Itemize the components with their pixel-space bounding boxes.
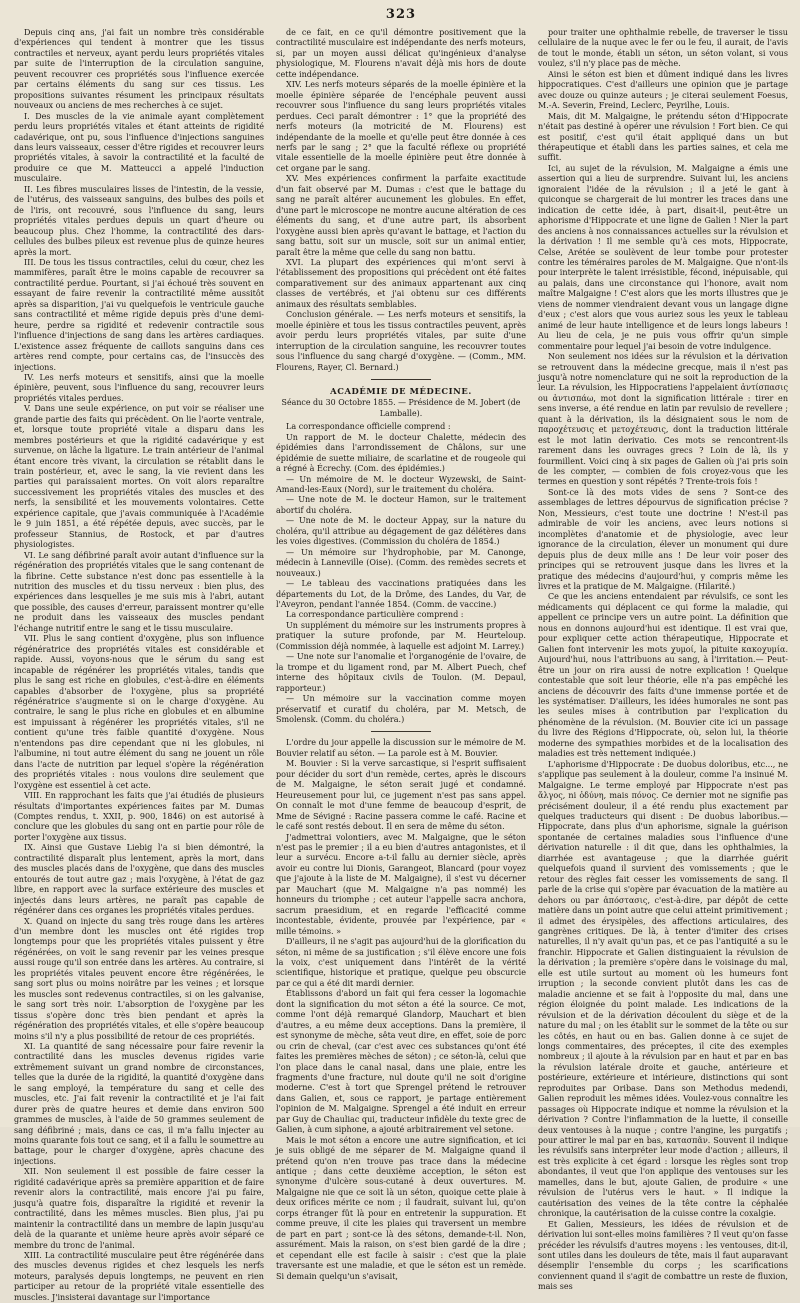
article-paragraph: I. Des muscles de la vie animale ayant complètement perdu leurs propriétés vitales et étant atteints de rigidité cadavérique, ont pu, sous l'influence d'injections sanguines dans leurs vaisseaux, cesser d'être rigides et recouvrer leurs propriétés vitales, à savoir la contractilité et la faculté de produire ce que M. Matteucci a appelé l'induction musculaire. xyxy=(14,111,264,184)
correspondence-item: La correspondance particulière comprend : xyxy=(286,610,464,620)
speech-paragraph: Ici, au sujet de la révulsion, M. Malgaigne a émis une assertion qui a lieu de surprendre. Suivant lui, les anciens ignoraient l'idée de la révulsion ; il a jeté le gant à quiconque se chargerait de lui montrer les traces dans une indication de cette idée, à part, disait-il, peut-être un aphorisme d'Hippocrate et une ligne de Galien ! Nier la part des anciens à nos connaissances actuelles sur la révulsion et la dérivation ! Il me semble qu'à ces mots, Hippocrate, Celse, Arétée se soulèvent de leur tombe pour protester contre les téméraires paroles de M. Malgaigne. Que n'ont-ils pour interprète le talent irrésistible, fécond, inépuisable, qui au palais, dans une circonstance qui l'honore, avait nom maître Malgaigne ! C'est alors que les morts illustres que je viens de nommer viendraient devant vous un langage digne d'eux ; c'est alors que vous auriez sous les yeux le tableau animé de leur haute intelligence et de leurs longs labeurs ! Au lieu de cela, je ne puis vous offrir qu'un simple commentaire pour lequel j'ai besoin de votre indulgence. xyxy=(538,163,788,351)
article-paragraph: IX. Ainsi que Gustave Liebig l'a si bien démontré, la contractilité disparaît plus lentement, après la mort, dans des muscles placés dans de l'oxygène, que dans des muscles entourés de tout autre gaz ; mais l'oxygène, à l'état de gaz libre, en rapport avec la surface extérieure des muscles et injectés dans leurs artères, ne paraît pas capable de régénérer dans ces organes les propriétés vitales perdues. xyxy=(14,843,264,916)
section-divider xyxy=(371,379,431,380)
text-columns xyxy=(14,28,788,1302)
article-paragraph: XV. Mes expériences confirment la parfaite exactitude d'un fait observé par M. Dumas : c'est que le battage du sang ne paraît altérer aucunement les globules. En effet, d'une part le microscope ne montre aucune altération de ces éléments du sang, et d'une autre part, ils absorbent l'oxygène aussi bien après qu'avant le battage, et l'action du sang battu, soit sur un muscle, soit sur un animal entier, paraît être la même que celle du sang non battu. xyxy=(276,174,526,257)
correspondence-item: Un rapport de M. le docteur Chalette, médecin des épidémies dans l'arrondissement de Châlons, sur une épidémie de suette miliaire, de scarlatine et de rougeole qui a régné à Écrechy. (Com. des épidémies.) xyxy=(276,432,526,474)
speech-paragraph: Sont-ce là des mots vides de sens ? Sont-ce des assemblages de lettres dépourvus de signification précise ? Non, Messieurs, c'est toute une doctrine ! N'est-il pas admirable de voir les anciens, avec leurs notions si incomplètes d'anatomie et de physiologie, avec leur ignorance de la circulation, élever un monument qui dure depuis plus de deux mille ans ! De leur voir poser des principes qui se retrouvent jusque dans les livres et la pratique des médecins d'aujourd'hui, y compris même les livres et la pratique de M. Malgaigne. (Hilarité.) xyxy=(538,487,788,592)
column-left xyxy=(14,28,264,1302)
correspondence-item: — Le tableau des vaccinations pratiquées dans les départements du Lot, de la Drôme, des Landes, du Var, de l'Aveyron, pendant l'année 1854. (Comm. de vaccine.) xyxy=(276,579,526,610)
speech-paragraph: Et Galien, Messieurs, les idées de révulsion et de dérivation lui sont-elles moins familières ? Il veut qu'on fasse précéder les révulsifs d'autres moyens : les ventouses, dit-il, sont utiles dans les douleurs de tête, mais il faut auparavant désemplir l'ensemble du corps ; les scarifications conviennent quand il s'agit de combattre un reste de fluxion, mais ses xyxy=(538,1219,788,1292)
speech-paragraph: Mais le mot séton a encore une autre signification, et ici je suis obligé de me séparer de M. Malgaigne quand il prétend qu'on n'en trouve pas trace dans la médecine antique ; dans cette deuxième acception, le séton est synonyme d'ulcère sous-cutané à deux ouvertures. M. Malgaigne nie que ce soit là un séton, quoique cette plaie à deux orifices mérite ce nom ; il faudrait, suivant lui, qu'on corps étranger fût là pour en entretenir la suppuration. Et comme preuve, il cite les plaies qui traversent un membre de part en part ; sont-ce là des sétons, demande-t-il. Non, assurément. Mais la raison, on s'est bien gardé de la dire ; et cependant elle est facile à saisir : c'est que la plaie traversante est une maladie, et que le séton est un remède. Si demain quelqu'un s'avisait, xyxy=(276,1135,526,1281)
academy-heading: ACADÉMIE DE MÉDECINE. xyxy=(330,385,472,396)
speech-paragraph: Non seulement nos idées sur la révulsion et la dérivation se retrouvent dans la médecine grecque, mais il n'est pas jusqu'à notre nomenclature qui ne soit la reproduction de la leur. La révulsion, les Hippocratiens l'appelaient ἀντίσπασις ou ἀντισπάω, mot dont la signification littérale : tirer en sens inverse, a été rendue en latin par revulsio de revellere ; quant à la dérivation, ils la désignaient sous le nom de παροχέτευσις et μετοχέτευσις, dont la traduction littérale est le mot latin derivatio. Ces mots se rencontrent-ils rarement dans les ouvrages grecs ? Loin de là, ils y fourmillent. Voici cinq à six pages de Galien où j'ai pris soin de les compter, — combien de fois croyez-vous que les termes en question y sont répétés ? Trente-trois fois ! xyxy=(538,352,788,487)
correspondence-item: — Une note de M. le docteur Appay, sur la nature du choléra, qu'il attribue au dégagement de gaz délétères dans les voies digestives. (Commission du choléra de 1854.) xyxy=(276,516,526,547)
article-paragraph: VII. Plus le sang contient d'oxygène, plus son influence régénératrice des propriétés vitales est considérable et rapide. Aussi, voyons-nous que le sérum du sang est incapable de régénérer les propriétés vitales, tandis que plus le sang est riche en globules, c'est-à-dire en éléments capables d'absorber de l'oxygène, plus sa propriété régénératrice s'augmente si on le charge d'oxygène. Au contraire, le sang le plus riche en globules et en albumine est impuissant à régénérer les propriétés vitales, s'il ne contient qu'une très faible quantité d'oxygène. Nous n'entendons pas dire cependant que ni les globules, ni l'albumine, ni tout autre élément du sang ne jouent un rôle dans l'acte de nutrition par lequel s'opère la régénération des propriétés vitales : nous voulons dire seulement que l'oxygène est essentiel à cet acte. xyxy=(14,634,264,790)
bouvier-speech xyxy=(276,759,526,1282)
speech-paragraph: Établissons d'abord un fait qui fera cesser la logomachie dont la signification du mot séton a été la source. Ce mot, comme l'ont déjà remarqué Glandorp, Mauchart et bien d'autres, a eu même deux acceptions. Dans la première, il est synonyme de mèche, sêta veut dire, en effet, soie de porc ou crin de cheval, (car c'est avec ces substances qu'ont été faites les premières mèches de séton) ; ce séton-là, celui que l'on place dans le canal nasal, dans une plaie, entre les fragments d'une fracture, nul doute qu'il ne soit d'origine moderne. C'est à tort que Sprengel prétend le retrouver dans Galien, et, sous ce rapport, je partage entièrement l'opinion de M. Malgaigne. Sprengel a été induit en erreur par Guy de Chauliac qui, traducteur infidèle du texte grec de Galien, à cum siphone, a ajouté arbitrairement vel setone. xyxy=(276,989,526,1135)
correspondence-item: — Une note sur l'anomalie et l'organogénie de l'ovaire, de la trompe et du ligament rond, par M. Albert Puech, chef interne des hôpitaux civils de Toulon. (M. Depaul, rapporteur.) xyxy=(276,652,526,693)
speech-paragraph: D'ailleurs, il ne s'agit pas aujourd'hui de la glorification du séton, ni même de sa justification ; s'il élève encore une fois la voix, c'est uniquement dans l'intérêt de la vérité scientifique, historique et pratique, quelque peu obscurcie par ce qui a été dit mardi dernier. xyxy=(276,937,526,988)
correspondence-item: Un supplément du mémoire sur les instruments propres à pratiquer la suture profonde, par M. Heurteloup. (Commission déjà nommée, à laquelle est adjoint M. Larrey.) xyxy=(276,620,526,651)
correspondence-item: L'ordre du jour appelle la discussion sur le mémoire de M. Bouvier relatif au séton. — La parole est à M. Bouvier. xyxy=(276,738,526,758)
article-paragraph: XVI. La plupart des expériences qui m'ont servi à l'établissement des propositions qui précèdent ont été faites comparativement sur des animaux appartenant aux cinq classes de vertébrés, et j'ai obtenu sur ces différents animaux des résultats semblables. xyxy=(276,257,526,309)
academy-session-line: Séance du 30 Octobre 1855. — Présidence de M. Jobert (de Lamballe). xyxy=(281,398,521,418)
correspondence-section xyxy=(276,422,526,759)
section-divider xyxy=(371,731,431,732)
article-paragraph: III. De tous les tissus contractiles, celui du cœur, chez les mammifères, paraît être le moins capable de recouvrer sa contractilité perdue. Pourtant, si j'ai échoué très souvent en essayant de faire revenir la contractilité même aussitôt après sa disparition, j'ai vu quelquefois le ventricule gauche sans contractilité et même rigide depuis près d'une demi-heure, perdre sa rigidité et redevenir contractile sous l'influence d'injections de sang dans les artères cardiaques. L'existence assez fréquente de caillots sanguins dans ces artères rend compte, pour certains cas, de l'insuccès des injections. xyxy=(14,257,264,372)
article-paragraph: VI. Le sang défibriné paraît avoir autant d'influence sur la régénération des propriétés vitales que le sang contenant de la fibrine. Cette substance n'est donc pas essentielle à la nutrition des muscles et du tissu nerveux : bien plus, des expériences dans lesquelles je me suis mis à l'abri, autant que possible, des causes d'erreur, paraissent montrer qu'elle ne produit dans les vaisseaux des muscles pendant l'échange nutritif entre le sang et le tissu musculaire. xyxy=(14,550,264,633)
correspondence-item: — Une note de M. le docteur Hamon, sur le traitement abortif du choléra. xyxy=(276,495,526,515)
article-paragraph: XIV. Les nerfs moteurs séparés de la moelle épinière et la moelle épinière séparée de l'encéphale peuvent aussi recouvrer sous l'influence du sang leurs propriétés vitales perdues. Ceci paraît démontrer : 1° que la propriété des nerfs moteurs (la motricité de M. Flourens) est indépendante de la moelle et qu'elle peut être donnée à ces nerfs par le sang ; 2° que la faculté réflexe ou propriété vitale essentielle de la moelle épinière peut être donnée à cet organe par le sang. xyxy=(276,80,526,173)
article-paragraph: IV. Les nerfs moteurs et sensitifs, ainsi que la moelle épinière, peuvent, sous l'influence du sang, recouvrer leurs propriétés vitales perdues. xyxy=(14,372,264,403)
article-paragraph: Conclusion générale. — Les nerfs moteurs et sensitifs, la moelle épinière et tous les tissus contractiles peuvent, après avoir perdu leurs propriétés vitales, par suite d'une interruption de la circulation sanguine, les recouvrer toutes sous l'influence du sang chargé d'oxygène. — (Comm., MM. Flourens, Rayer, Cl. Bernard.) xyxy=(276,310,526,372)
article-paragraph: VIII. En rapprochant les faits que j'ai étudiés de plusieurs résultats d'importantes expériences faites par M. Dumas (Comptes rendus, t. XXII, p. 900, 1846) on est autorisé à conclure que les globules du sang ont en partie pour rôle de porter l'oxygène aux tissus. xyxy=(14,791,264,842)
article-paragraph: XII. Non seulement il est possible de faire cesser la rigidité cadavérique après sa première apparition et de faire revenir alors la contractilité, mais encore j'ai pu faire, jusqu'à quatre fois, disparaître la rigidité et revenir la contractilité, dans les mêmes muscles. Bien plus, j'ai pu maintenir la contractilité dans un membre de lapin jusqu'au delà de la quarante et unième heure après avoir séparé ce membre du tronc de l'animal. xyxy=(14,1167,264,1250)
article-paragraph: II. Les fibres musculaires lisses de l'intestin, de la vessie, de l'utérus, des vaisseaux sanguins, des bulbes des poils et de l'iris, ont recouvré, sous l'influence du sang, leurs propriétés vitales perdues depuis un quart d'heure ou beaucoup plus. Chez l'homme, la contractilité des dars-cellules des bulbes pileux est revenue plus de quinze heures après la mort. xyxy=(14,184,264,257)
article-paragraph: Depuis cinq ans, j'ai fait un nombre très considérable d'expériences qui tendent à montrer que les tissus contractiles et nerveux, ayant perdu leurs propriétés vitales par suite de l'interruption de la circulation sanguine, peuvent recouvrer ces propriétés sous l'influence exercée par certains éléments du sang sur ces tissus. Les propositions suivantes résument les principaux résultats nouveaux ou anciens de mes recherches à ce sujet. xyxy=(14,28,264,111)
correspondence-item: La correspondance officielle comprend : xyxy=(286,422,451,432)
physiology-section xyxy=(276,28,526,373)
correspondence-item: — Un mémoire sur l'hydrophobie, par M. Canonge, médecin à Lanneville (Oise). (Comm. des remèdes secrets et nouveaux.) xyxy=(276,547,526,578)
page-number: 323 xyxy=(385,7,417,22)
correspondence-item: — Un mémoire sur la vaccination comme moyen préservatif et curatif du choléra, par M. Metsch, de Smolensk. (Comm. du choléra.) xyxy=(276,694,526,724)
speech-paragraph: M. Bouvier : Si la verve sarcastique, si l'esprit suffisaient pour décider du sort d'un remède, certes, après le discours de M. Malgaigne, le séton serait jugé et condamné. Heureusement pour lui, ce jugement n'est pas sans appel. On connaît le mot d'une femme de beaucoup d'esprit, de Mme de Sévigné : Racine passera comme le café. Racine et le café sont restés debout. Il en sera de même du séton. xyxy=(276,759,526,832)
speech-paragraph: pour traiter une ophthalmie rebelle, de traverser le tissu cellulaire de la nuque avec le fer ou le feu, il aurait, de l'avis de tout le monde, établi un séton, un séton volant, si vous voulez, s'il n'y place pas de mèche. xyxy=(538,28,788,69)
article-paragraph: X. Quand on injecte du sang très rouge dans les artères d'un membre dont les muscles ont été rigides trop longtemps pour que les propriétés vitales puissent y être régénérées, on voit le sang revenir par les veines presque aussi rouge qu'il son entrée dans les artères. Au contraire, si les propriétés vitales peuvent encore être régénérées, le sang sort plus ou moins noirâtre par les veines ; et lorsque les muscles sont redevenus contractiles, si on les galvanise, le sang sort très noir. L'absorption de l'oxygène par les tissus s'opère donc très bien pendant et après la régénération des propriétés vitales, et elle s'opère beaucoup moins s'il n'y a plus possibilité de retour de ces propriétés. xyxy=(14,916,264,1041)
article-paragraph: de ce fait, en ce qu'il démontre positivement que la contractilité musculaire est indépendante des nerfs moteurs, si, par un moyen aussi délicat qu'ingénieux d'analyse physiologique, M. Flourens n'avait déjà mis hors de doute cette indépendance. xyxy=(276,28,526,79)
speech-paragraph: L'aphorisme d'Hippocrate : De duobus doloribus, etc..., ne s'applique pas seulement à la douleur, comme l'a insinué M. Malgaigne. Le terme employé par Hippocrate n'est pas ἄλγος, ni ὀδύνη, mais πόνος. Ce dernier mot ne signifie pas précisément douleur, il a été rendu plus exactement par quelques traducteurs qui disent : De duobus laboribus.— Hippocrate, dans plus d'un aphorisme, signale la guérison spontanée de certaines maladies sous l'influence d'une dérivation naturelle : il dit que, dans les ophthalmies, la diarrhée est avantageuse ; que la diarrhée guérit quelquefois quand il survient des vomissements ; que le retour des règles fait cesser les vomissements de sang. Il parle de la crise qui s'opère par évacuation de la matière au dehors ou par ἀπόστασις, c'est-à-dire, par dépôt de cette matière dans un point autre que celui atteint primitivement ; il admet des érysipèles, des affections articulaires, des gangrènes critiques. De là, à tenter d'imiter des crises naturelles, il n'y avait qu'un pas, et ce pas l'antiquité a su le franchir. Hippocrate et Galien distinguaient la révulsion de la dérivation ; la première s'opère dans le voisinage du mal, elle est utile surtout au moment où les humeurs font irruption ; la seconde convient plutôt dans les cas de maladie ancienne et se fait à l'opposite du mal, dans une région éloignée du point malade. Les indications de la révulsion et de la dérivation découlent du siège et de la nature du mal ; on les établit sur le sommet de la tête ou sur les côtés, en haut ou en bas. Galien donne à ce sujet de longs commentaires, des préceptes, il cite des exemples nombreux ; il ajoute à la révulsion par en haut et par en bas la révulsion latérale droite et gauche, antérieure et postérieure, extérieure et intérieure, distinctions qui sont reproduites par Oribase. Dans son Methodus medendi, Galien reproduit les mêmes idées. Voulez-vous connaître les passages où Hippocrate indique et nomme la révulsion et la dérivation ? Contre l'inflammation de la luette, il conseille deux ventouses à la nuque ; contre l'angine, les purgatifs ; pour attirer le mal par en bas, κατασπᾶν. Souvent il indique les révulsifs sans interpréter leur mode d'action ; ailleurs, il est très explicite à cet égard : lorsque les règles sont trop abondantes, il veut que l'on applique des ventouses sur les mamelles, dans le but, ajoute Galien, de produire « une révulsion de l'utérus vers le haut. » Il indique la cautérisation des veines de la tête contre la céphalée chronique, la cautérisation de la cuisse contre la coxalgie. xyxy=(538,759,788,1219)
article-paragraph: XI. La quantité de sang nécessaire pour faire revenir la contractilité dans les muscles devenus rigides varie extrêmement suivant un grand nombre de circonstances, telles que la durée de la rigidité, la quantité d'oxygène dans le sang employé, la température du sang et celle des muscles, etc. J'ai fait revenir la contractilité et je l'ai fait durer près de quatre heures et demie dans environ 500 grammes de muscles, à l'aide de 50 grammes seulement de sang défibriné ; mais, dans ce cas, il m'a fallu injecter au moins quarante fois tout ce sang, et il a fallu le soumettre au battage, pour le charger d'oxygène, après chacune des injections. xyxy=(14,1041,264,1166)
article-paragraph: V. Dans une seule expérience, on put voir se réaliser une grande partie des faits qui précèdent. On lie l'aorte ventrale, et, lorsque toute propriété vitale a disparu dans les membres postérieurs et que la rigidité cadavérique y est survenue, on lâche la ligature. Le train antérieur de l'animal étant encore très vivant, la circulation se rétablit dans le train postérieur, et, avec le sang, la vie revient dans les parties qui paraissaient mortes. On voit alors reparaître successivement les propriétés vitales des muscles et des nerfs, la sensibilité et les mouvements volontaires. Cette expérience capitale, que j'avais communiquée à l'Académie le 9 juin 1851, a été répétée depuis, avec succès, par le professeur Stannius, de Rostock, et par d'autres physiologistes. xyxy=(14,404,264,550)
speech-paragraph: J'admettrai volontiers, avec M. Malgaigne, que le séton n'est pas le premier ; il a eu bien d'autres antagonistes, et il leur a survécu. Encore a-t-il fallu au dernier siècle, après avoir eu contre lui Dionis, Garangeot, Blancard (pour voyez que j'ajoute à la liste de M. Malgaigne), il s'est vu décerner par Mauchart (que M. Malgaigne n'a pas nommé) les honneurs du triomphe ; cet auteur l'appelle sacra anchora, sacrum praesidium, et en regarde l'efficacité comme incontestable, évidente, prouvée par l'expérience, par « mille témoins. » xyxy=(276,832,526,936)
correspondence-item: — Un mémoire de M. le docteur Wyzewski, de Saint-Amand-les-Eaux (Nord), sur le traitement du choléra. xyxy=(276,474,526,495)
speech-paragraph: Ainsi le séton est bien et dûment indiqué dans les livres hippocratiques. C'est d'ailleurs une opinion que je partage avec douze ou quinze auteurs ; je citerai seulement Foesus, M.-A. Severin, Freind, Leclerc, Peyrilhe, Louis. xyxy=(538,69,788,111)
article-paragraph: XIII. La contractilité musculaire peut être régénérée dans des muscles devenus rigides et chez lesquels les nerfs moteurs, paralysés depuis longtemps, ne peuvent en rien participer au retour de la propriété vitale essentielle des muscles. J'insisterai davantage sur l'importance xyxy=(14,1251,264,1302)
column-right xyxy=(538,28,788,1292)
speech-paragraph: Ce que les anciens entendaient par révulsifs, ce sont les médicaments qui déplacent ce qui forme la maladie, qui appellent ce principe vers un autre point. La définition que nous en donnons aujourd'hui est identique. Il est vrai que, pour expliquer cette action thérapeutique, Hippocrate et Galien font intervenir les mots χυμοί, la pituite κακοχυμία. Aujourd'hui, nous l'attribuons au sang, à l'irritation.— Peut-être un jour on rira aussi de notre explication ! Quelque contestable que soit leur théorie, elle n'a pas empêché les anciens de découvrir des faits d'une immense portée et de les systématiser. D'ailleurs, les idées humorales ne sont pas les seules mises à contribution par l'explication du phénomène de la révulsion. (M. Bouvier cite ici un passage du livre des Régions d'Hippocrate, où, selon lui, la théorie moderne des sympathies morbides et de la localisation des maladies est très nettement indiquée.) xyxy=(538,592,788,759)
speech-paragraph: Mais, dit M. Malgaigne, le prétendu séton d'Hippocrate n'était pas destiné à opérer une révulsion ! Fort bien. Ce qui est positif, c'est qu'il était appliqué dans un but thérapeutique et établi dans les parties saines, et cela me suffit. xyxy=(538,111,788,163)
column-middle xyxy=(276,28,526,1281)
